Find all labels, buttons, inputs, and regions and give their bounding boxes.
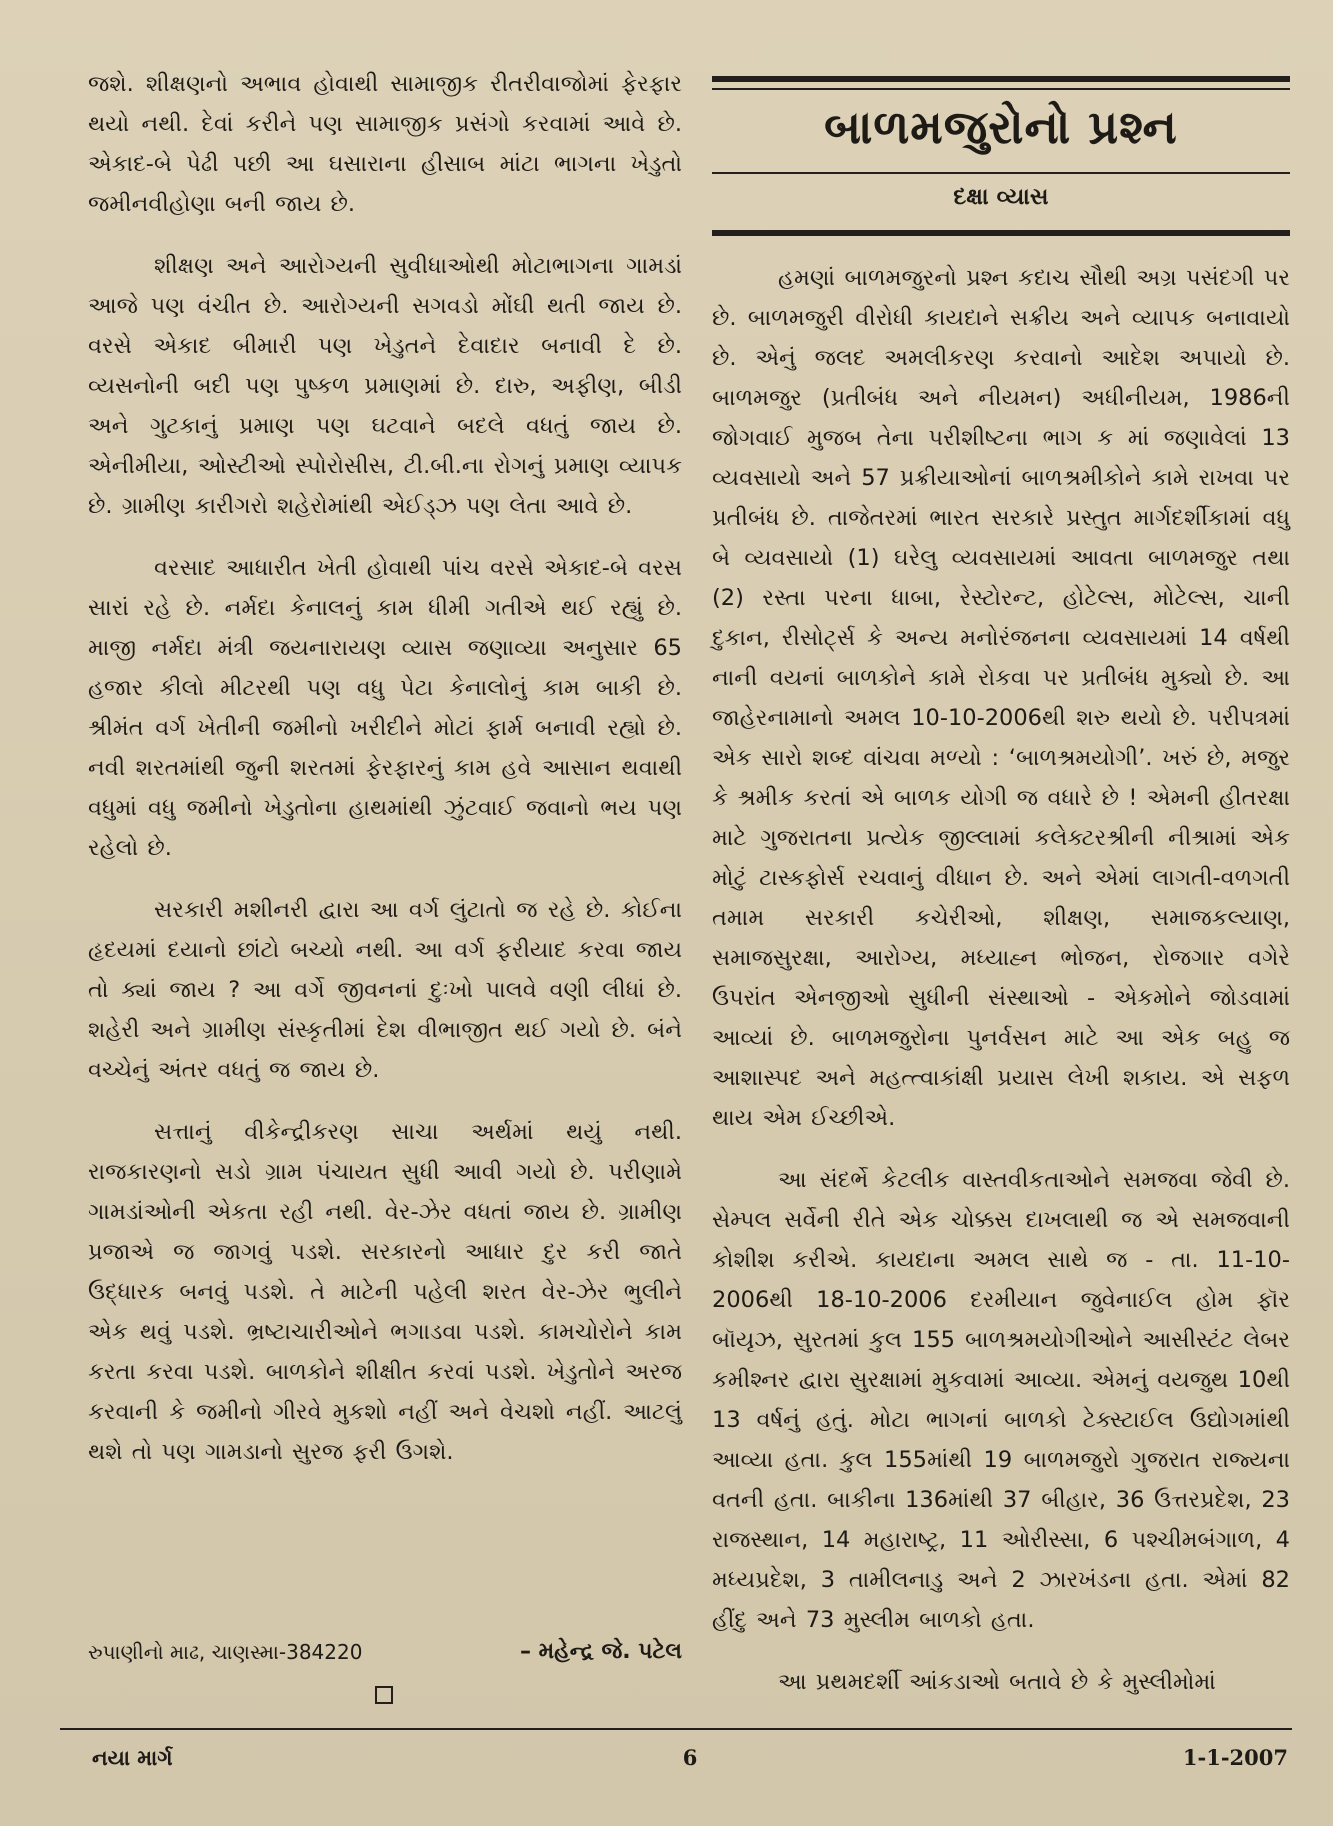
left-paragraph-4: સરકારી મશીનરી દ્વારા આ વર્ગ લુંટાતો જ રહે છે. કોઈના હૃદયમાં દયાનો છાંટો બચ્યો નથી. આ વર્ગ ફરીયાદ કરવા જાય તો ક્યાં જાય ? આ વર્ગે જીવનનાં દુઃખો પાલવે વણી લીધાં છે. શહેરી અને ગ્રામીણ સંસ્કૃતીમાં દેશ વીભાજીત થઈ ગયો છે. બંને વચ્ચેનું અંતર વધતું જ જાય છે. bbox=[88, 897, 682, 1083]
left-paragraph-3: વરસાદ આધારીત ખેતી હોવાથી પાંચ વરસે એકાદ-બે વરસ સારાં રહે છે. નર્મદા કેનાલનું કામ ધીમી ગતીએ થઈ રહ્યું છે. માજી નર્મદા મંત્રી જયનારાયણ વ્યાસ જણાવ્યા અનુસાર 65 હજાર કીલો મીટરથી પણ વધુ પેટા કેનાલોનું કામ બાકી છે. શ્રીમંત વર્ગ ખેતીની જમીનો ખરીદીને મોટાં ફાર્મ બનાવી રહ્યો છે. નવી શરતમાંથી જુની શરતમાં ફેરફારનું કામ હવે આસાન થવાથી વધુમાં વધુ જમીનો ખેડુતોના હાથમાંથી ઝુંટવાઈ જવાનો ભય પણ રહેલો છે. bbox=[88, 555, 682, 861]
left-paragraph-1: જશે. શીક્ષણનો અભાવ હોવાથી સામાજીક રીતરીવાજોમાં ફેરફાર થયો નથી. દેવાં કરીને પણ સામાજીક પ્રસંગો કરવામાં આવે છે. એકાદ-બે પેઢી પછી આ ઘસારાના હીસાબ માંટા ભાગના ખેડુતો જમીનવીહોણા બની જાય છે. bbox=[88, 71, 682, 217]
page-number: 6 bbox=[682, 1745, 698, 1770]
title-bottom-rule bbox=[712, 172, 1290, 174]
article-paragraph-3: આ પ્રથમદર્શી આંકડાઓ બતાવે છે કે મુસ્લીમોમાં bbox=[778, 1669, 1216, 1695]
signature-address: રુપાણીનો માઢ, ચાણસ્મા-384220 bbox=[88, 1640, 363, 1664]
end-of-article-square-icon bbox=[375, 1686, 393, 1704]
article-title: બાળમજુરોનો પ્રશ્ન bbox=[824, 100, 1178, 154]
signature-row bbox=[88, 1636, 682, 1668]
article-paragraph-1: હમણાં બાળમજુરનો પ્રશ્ન કદાચ સૌથી અગ્ર પસંદગી પર છે. બાળમજુરી વીરોધી કાયદાને સક્રીય અને વ્યાપક બનાવાયો છે. એનું જલદ અમલીકરણ કરવાનો આદેશ અપાયો છે. બાળમજુર (પ્રતીબંધ અને નીયમન) અધીનીયમ, 1986ની જોગવાઈ મુજબ તેના પરીશીષ્ટના ભાગ ક માં જણાવેલાં 13 વ્યવસાયો અને 57 પ્રક્રીયાઓનાં બાળશ્રમીકોને કામે રાખવા પર પ્રતીબંધ છે. તાજેતરમાં ભારત સરકારે પ્રસ્તુત માર્ગદર્શીકામાં વધુ બે વ્યવસાયો (1) ઘરેલુ વ્યવસાયમાં આવતા બાળમજુર તથા (2) રસ્તા પરના ધાબા, રેસ્ટોરન્ટ, હોટેલ્સ, મોટેલ્સ, ચાની દુકાન, રીસોર્ટ્સ કે અન્ય મનોરંજનના વ્યવસાયમાં 14 વર્ષથી નાની વયનાં બાળકોને કામે રોકવા પર પ્રતીબંધ મુક્યો છે. આ જાહેરનામાનો અમલ 10-10-2006થી શરુ થયો છે. પરીપત્રમાં એક સારો શબ્દ વાંચવા મળ્યો : ‘બાળશ્રમયોગી’. ખરું છે, મજુર કે શ્રમીક કરતાં એ બાળક યોગી જ વધારે છે ! એમની હીતરક્ષા માટે ગુજરાતના પ્રત્યેક જીલ્લામાં કલેક્ટરશ્રીની નીશ્રામાં એક મોટું ટાસ્કફોર્સ રચવાનું વીધાન છે. અને એમાં લાગતી-વળગતી તમામ સરકારી કચેરીઓ, શીક્ષણ, સમાજકલ્યાણ, સમાજસુરક્ષા, આરોગ્ય, મધ્યાહ્ન ભોજન, રોજગાર વગેરે ઉપરાંત એનજીઓ સુધીની સંસ્થાઓ - એકમોને જોડવામાં આવ્યાં છે. બાળમજુરોના પુનર્વસન માટે આ એક બહુ જ આશાસ્પદ અને મહત્ત્વાકાંક્ષી પ્રયાસ લેખી શકાય. એ સફળ થાય એમ ઈચ્છીએ. bbox=[712, 265, 1290, 1131]
title-top-rule-thin bbox=[712, 88, 1290, 90]
issue-date: 1-1-2007 bbox=[1182, 1745, 1288, 1770]
left-paragraph-5: સત્તાનું વીકેન્દ્રીકરણ સાચા અર્થમાં થયું નથી. રાજકારણનો સડો ગ્રામ પંચાયત સુધી આવી ગયો છે. પરીણામે ગામડાંઓની એકતા રહી નથી. વેર-ઝેર વધતાં જાય છે. ગ્રામીણ પ્રજાએ જ જાગવું પડશે. સરકારનો આધાર દુર કરી જાતે ઉદ્ધારક બનવું પડશે. તે માટેની પહેલી શરત વેર-ઝેર ભુલીને એક થવું પડશે. ભ્રષ્ટાચારીઓને ભગાડવા પડશે. કામચોરોને કામ કરતા કરવા પડશે. બાળકોને શીક્ષીત કરવાં પડશે. ખેડુતોને અરજ કરવાની કે જમીનો ગીરવે મુકશો નહીં અને વેચશો નહીં. આટલું થશે તો પણ ગામડાનો સુરજ ફરી ઉગશે. bbox=[88, 1119, 682, 1465]
left-column bbox=[88, 64, 682, 1494]
right-column bbox=[712, 258, 1290, 1724]
article-paragraph-2: આ સંદર્ભે કેટલીક વાસ્તવીકતાઓને સમજવા જેવી છે. સેમ્પલ સર્વેની રીતે એક ચોક્કસ દાખલાથી જ એ સમજવાની કોશીશ કરીએ. કાયદાના અમલ સાથે જ - તા. 11-10- 2006થી 18-10-2006 દરમીયાન જુવેનાઈલ હોમ ફૉર બૉયૃઝ, સુરતમાં કુલ 155 બાળશ્રમયોગીઓને આસીસ્ટંટ લેબર કમીશ્નર દ્વારા સુરક્ષામાં મુકવામાં આવ્યા. એમનું વયજુથ 10થી 13 વર્ષનું હતું. મોટા ભાગનાં બાળકો ટેક્સ્ટાઈલ ઉદ્યોગમાંથી આવ્યા હતા. કુલ 155માંથી 19 બાળમજુરો ગુજરાત રાજ્યના વતની હતા. બાકીના 136માંથી 37 બીહાર, 36 ઉત્તરપ્રદેશ, 23 રાજસ્થાન, 14 મહારાષ્ટ્ર, 11 ઓરીસ્સા, 6 પશ્ચીમબંગાળ, 4 મધ્યપ્રદેશ, 3 તામીલનાડુ અને 2 ઝારખંડના હતા. એમાં 82 હીંદુ અને 73 મુસ્લીમ બાળકો હતા. bbox=[712, 1167, 1290, 1633]
signature-name: – મહેન્દ્ર જે. પટેલ bbox=[519, 1639, 682, 1664]
footer-rule bbox=[60, 1728, 1292, 1730]
article-author: દક્ષા વ્યાસ bbox=[953, 184, 1049, 210]
title-top-rule bbox=[712, 76, 1290, 82]
author-bottom-rule bbox=[712, 230, 1290, 236]
magazine-name: નયા માર્ગ bbox=[92, 1745, 173, 1770]
left-paragraph-2: શીક્ષણ અને આરોગ્યની સુવીધાઓથી મોટાભાગના ગામડાં આજે પણ વંચીત છે. આરોગ્યની સગવડો મોંઘી થતી જાય છે. વરસે એકાદ બીમારી પણ ખેડુતને દેવાદાર બનાવી દે છે. વ્યસનોની બદી પણ પુષ્કળ પ્રમાણમાં છે. દારુ, અફીણ, બીડી અને ગુટકાનું પ્રમાણ પણ ઘટવાને બદલે વધતું જાય છે. એનીમીયા, ઓસ્ટીઓ સ્પોરોસીસ, ટી.બી.ના રોગનું પ્રમાણ વ્યાપક છે. ગ્રામીણ કારીગરો શહેરોમાંથી એઈડ્ઝ પણ લેતા આવે છે. bbox=[88, 253, 682, 519]
